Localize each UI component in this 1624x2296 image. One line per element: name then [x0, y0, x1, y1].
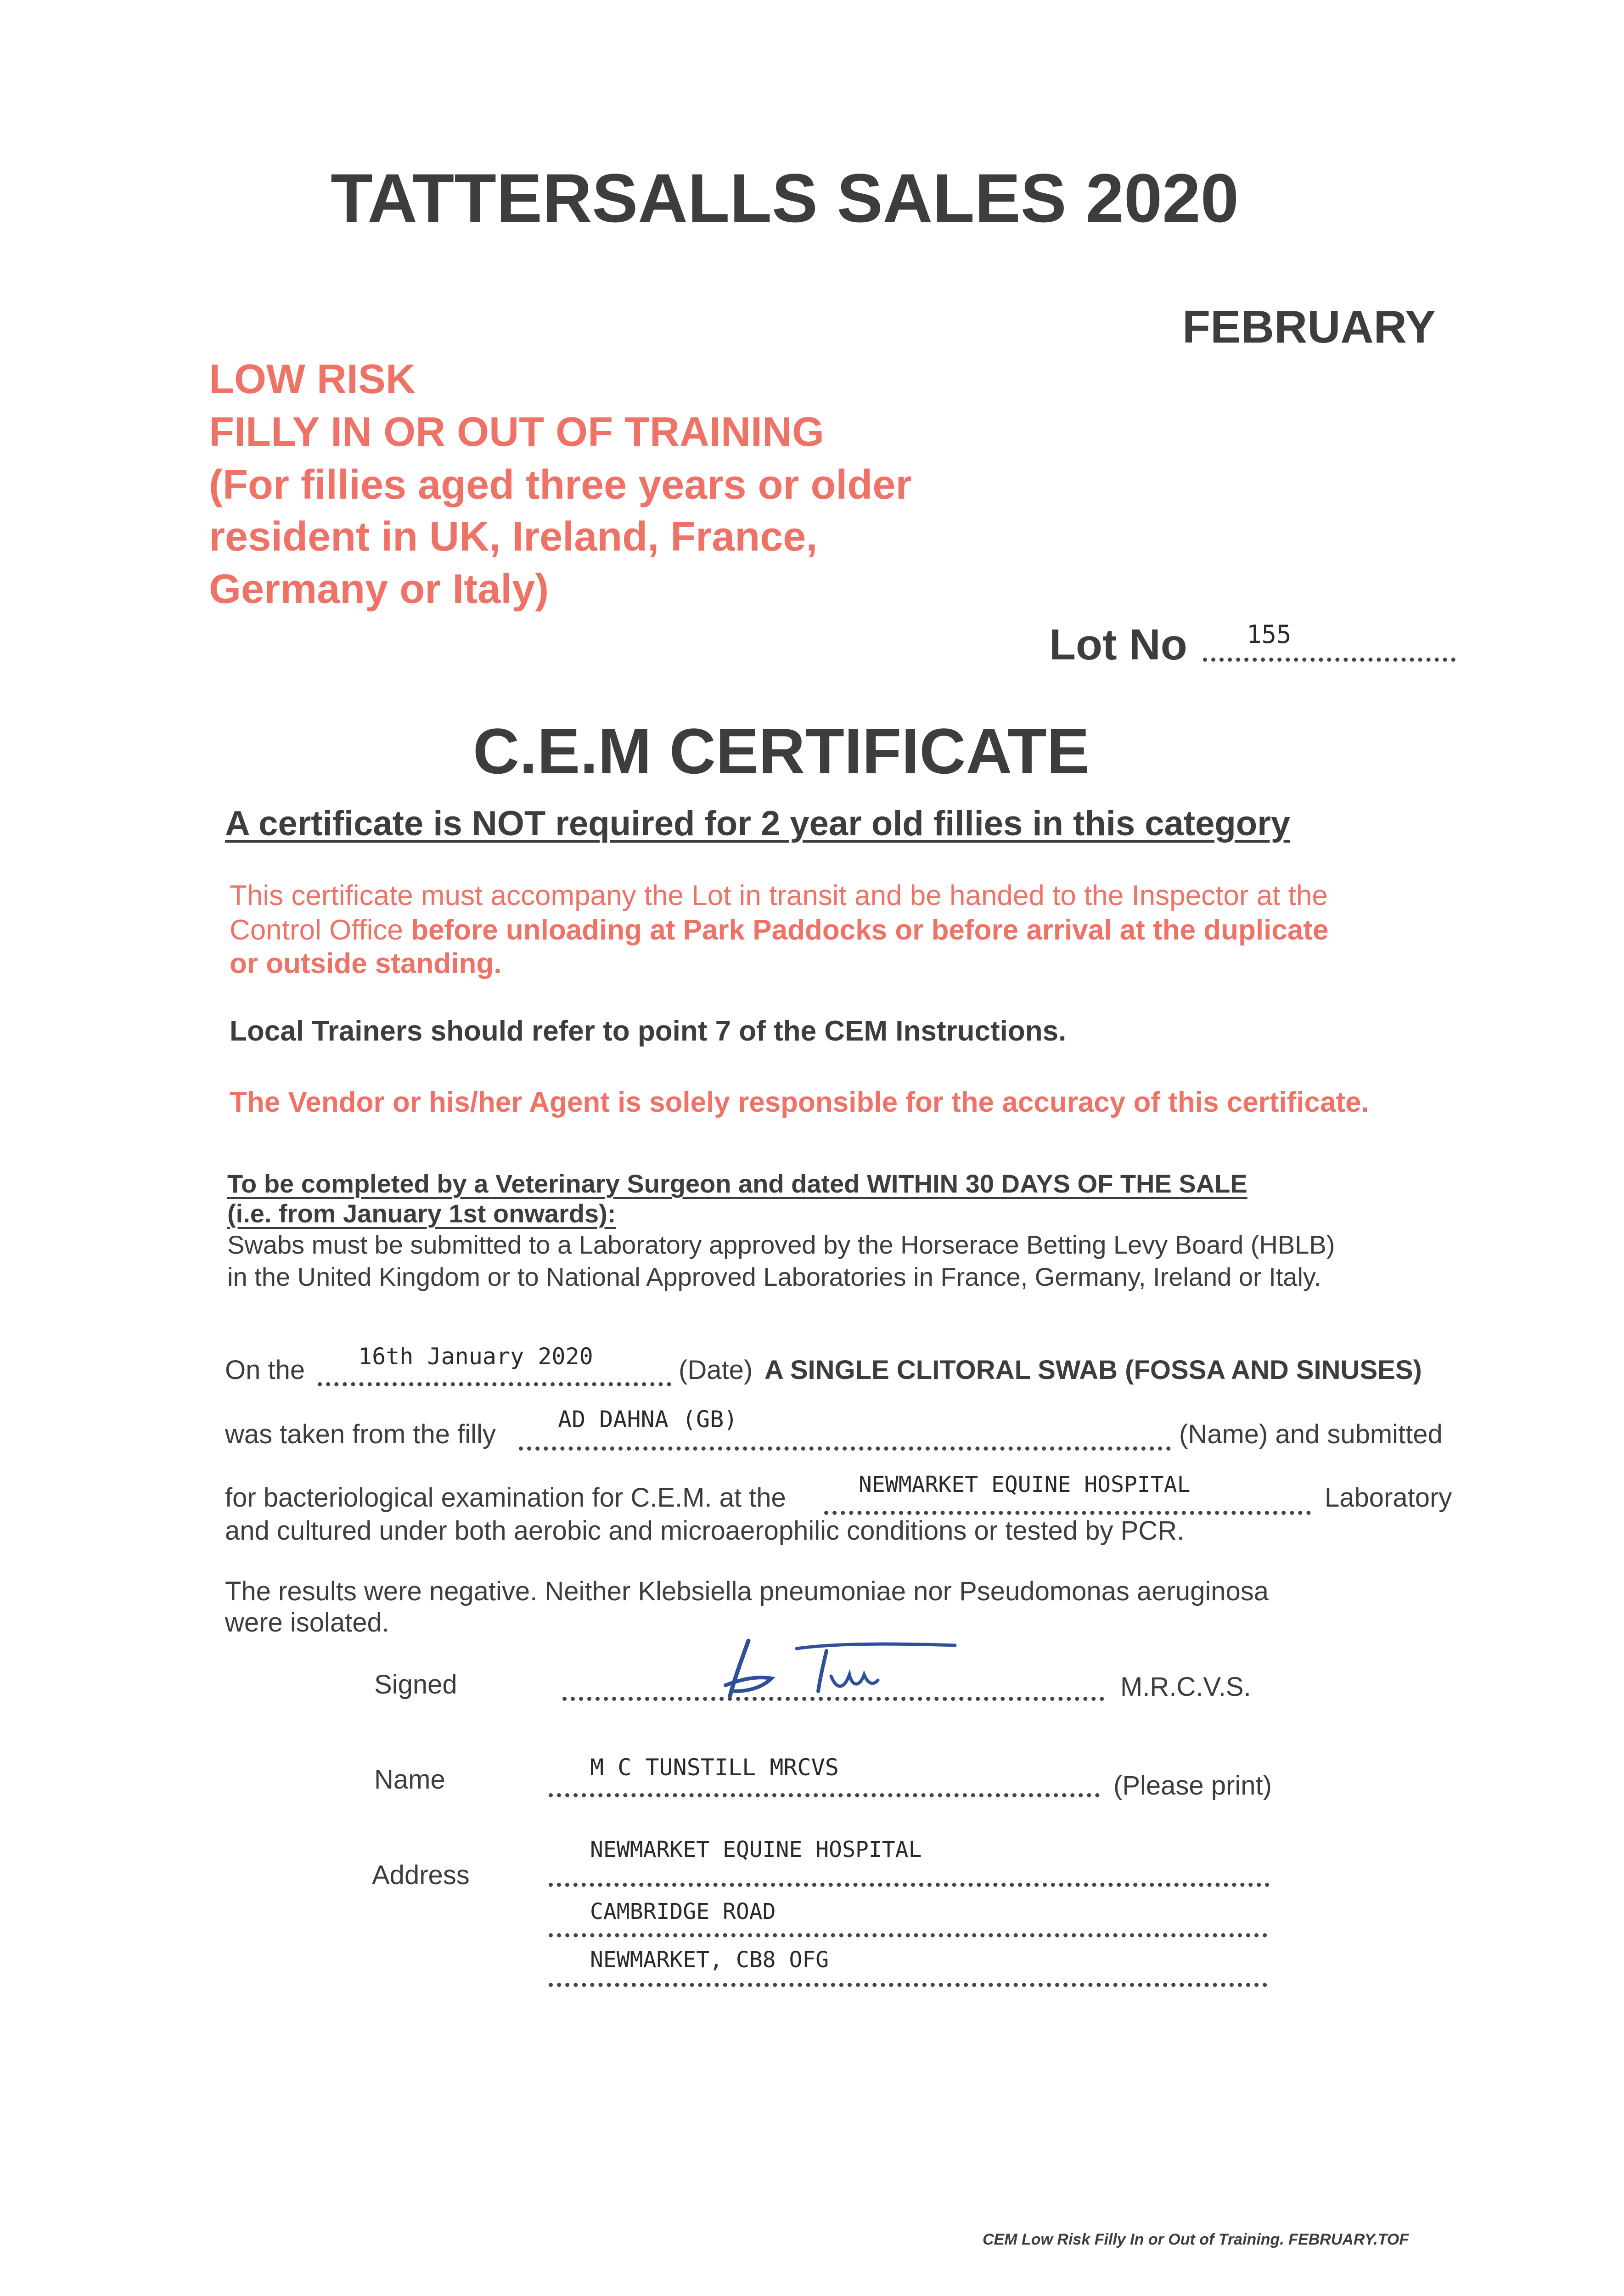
lot-dotted-line: [1203, 658, 1455, 662]
instruction-line-2-b: before unloading at Park Paddocks or before arrival at the duplicate: [411, 914, 1329, 946]
instruction-line-2: [230, 914, 1328, 946]
name-label: Name: [374, 1765, 445, 1795]
filly-name-value[interactable]: AD DAHNA (GB): [558, 1406, 738, 1433]
results-line-2: were isolated.: [225, 1608, 389, 1638]
certificate-notice: A certificate is NOT required for 2 year old fillies in this category: [225, 804, 1291, 843]
page-title: TATTERSALLS SALES 2020: [331, 159, 1239, 236]
footer-reference: CEM Low Risk Filly In or Out of Training. FEBRUARY.TOF: [983, 2231, 1409, 2248]
instruction-line-2-a: Control Office: [230, 914, 411, 946]
name-suffix: (Please print): [1113, 1771, 1272, 1801]
swab-type: A SINGLE CLITORAL SWAB (FOSSA AND SINUSES): [764, 1355, 1422, 1385]
filly-dotted-line: [519, 1446, 1171, 1451]
category-line-5: Germany or Italy): [209, 566, 549, 612]
name-value[interactable]: M C TUNSTILL MRCVS: [590, 1754, 839, 1781]
filly-suffix: (Name) and submitted: [1179, 1419, 1443, 1449]
address-line-2[interactable]: CAMBRIDGE ROAD: [590, 1899, 776, 1925]
cultured-text: and cultured under both aerobic and microaerophilic conditions or tested by PCR.: [225, 1516, 1185, 1546]
category-line-1: LOW RISK: [209, 356, 416, 402]
date-dotted-line: [318, 1382, 671, 1386]
lot-value: 155: [1247, 620, 1292, 649]
instruction-line-3: or outside standing.: [230, 948, 502, 979]
signed-suffix: M.R.C.V.S.: [1120, 1672, 1251, 1702]
date-suffix: (Date): [679, 1355, 753, 1385]
name-dotted-line: [549, 1793, 1100, 1797]
lot-label: Lot No: [1049, 620, 1187, 669]
signed-label: Signed: [374, 1670, 457, 1699]
sale-month: FEBRUARY: [1182, 301, 1436, 353]
lab-value[interactable]: NEWMARKET EQUINE HOSPITAL: [859, 1472, 1191, 1497]
on-the-label: On the: [225, 1355, 305, 1385]
category-line-3: (For fillies aged three years or older: [209, 462, 912, 508]
swabs-line-1: Swabs must be submitted to a Laboratory approved by the Horserace Betting Levy Board (HBLB): [227, 1230, 1335, 1259]
vet-heading-line-2: (i.e. from January 1st onwards):: [227, 1199, 616, 1228]
address-dotted-line-2: [549, 1933, 1267, 1937]
vendor-responsibility: The Vendor or his/her Agent is solely responsible for the accuracy of this certificate.: [230, 1086, 1369, 1118]
certificate-title: C.E.M CERTIFICATE: [473, 715, 1090, 787]
signature-image: [716, 1632, 973, 1701]
instruction-line-1: This certificate must accompany the Lot in transit and be handed to the Inspector at the: [230, 880, 1328, 912]
date-value[interactable]: 16th January 2020: [358, 1343, 593, 1370]
filly-label: was taken from the filly: [225, 1419, 496, 1449]
vet-heading-line-1: To be completed by a Veterinary Surgeon and dated WITHIN 30 DAYS OF THE SALE: [227, 1169, 1248, 1198]
local-trainers-note: Local Trainers should refer to point 7 of the CEM Instructions.: [230, 1015, 1067, 1047]
category-line-4: resident in UK, Ireland, France,: [209, 514, 818, 560]
address-line-3[interactable]: NEWMARKET, CB8 OFG: [590, 1947, 829, 1973]
address-line-1[interactable]: NEWMARKET EQUINE HOSPITAL: [590, 1837, 922, 1863]
category-line-2: FILLY IN OR OUT OF TRAINING: [209, 409, 825, 455]
results-line-1: The results were negative. Neither Klebsiella pneumoniae nor Pseudomonas aeruginosa: [225, 1576, 1269, 1606]
lab-suffix: Laboratory: [1325, 1483, 1452, 1513]
swabs-line-2: in the United Kingdom or to National Approved Laboratories in France, Germany, Ireland or Italy.: [227, 1262, 1321, 1291]
lab-dotted-line: [824, 1511, 1311, 1515]
lab-label: for bacteriological examination for C.E.M. at the: [225, 1483, 786, 1513]
address-dotted-line-1: [549, 1883, 1270, 1887]
address-dotted-line-3: [549, 1983, 1267, 1987]
address-label: Address: [372, 1860, 470, 1890]
